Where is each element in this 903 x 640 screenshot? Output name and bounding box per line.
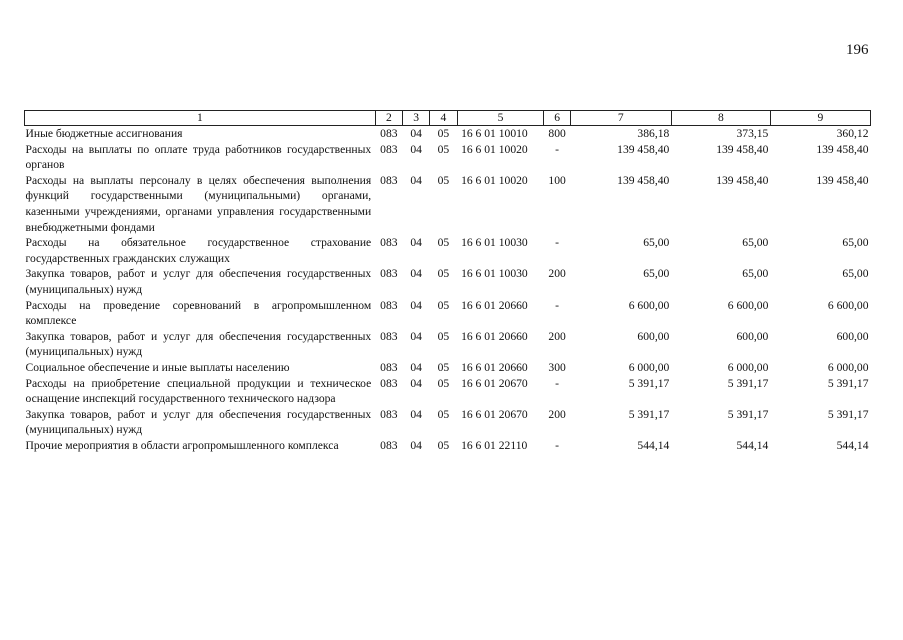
section-code: 04 [410,438,422,452]
table-row [25,407,871,438]
table-row [25,173,871,235]
amount-col-8: 139 458,40 [716,173,769,187]
page-number: 196 [846,42,869,58]
table-row [25,329,871,360]
amount-col-7: 65,00 [643,236,670,250]
table-row [25,142,871,173]
ministry-code: 083 [380,360,398,374]
subsection-code: 05 [437,173,450,187]
subsection-code: 05 [437,438,450,452]
amount-col-9: 5 391,17 [827,407,869,421]
amount-col-9: 360,12 [836,127,869,140]
subsection-code: 05 [437,127,450,140]
amount-col-9: 6 000,00 [827,360,869,374]
amount-col-7: 139 458,40 [617,142,670,156]
section-code: 04 [410,127,422,140]
expense-name: Расходы на приобретение специальной продукции и техническое оснащение инспекций государственного технического надзора [25,376,372,406]
ministry-code: 083 [380,298,398,312]
expense-name: Расходы на проведение соревнований в агропромышленном комплексе [25,298,372,328]
target-article-code: 16 6 01 10030 [461,236,528,250]
amount-col-7: 139 458,40 [617,173,670,187]
amount-col-7: 5 391,17 [628,376,670,390]
target-article-code: 16 6 01 10020 [461,142,528,156]
subsection-code: 05 [437,142,450,156]
target-article-code: 16 6 01 20660 [461,298,528,312]
table-row [25,298,871,329]
section-code: 04 [410,298,422,312]
amount-col-8: 5 391,17 [727,376,769,390]
expense-type-code: - [555,438,560,452]
expense-name: Прочие мероприятия в области агропромышленного комплекса [25,438,339,452]
column-header: 9 [770,111,870,126]
section-code: 04 [410,267,422,281]
amount-col-7: 65,00 [643,267,670,281]
subsection-code: 05 [437,267,450,281]
subsection-code: 05 [437,236,450,250]
ministry-code: 083 [380,407,398,421]
column-header: 7 [570,111,671,126]
expense-type-code: 100 [548,173,566,187]
target-article-code: 16 6 01 10010 [461,127,528,140]
table-row [25,235,871,266]
ministry-code: 083 [380,376,398,390]
column-header: 1 [25,111,376,126]
section-code: 04 [410,376,422,390]
section-code: 04 [410,329,422,343]
table-row [25,376,871,407]
amount-col-8: 6 000,00 [727,360,769,374]
section-code: 04 [410,407,422,421]
amount-col-9: 5 391,17 [827,376,869,390]
amount-col-7: 6 000,00 [628,360,670,374]
expense-name: Расходы на выплаты персоналу в целях обеспечения выполнения функций государственными (муниципальными) органами, казенными учреждениями, органами управления государственными внебюджетными фондами [25,173,372,234]
target-article-code: 16 6 01 22110 [461,438,528,452]
expense-type-code: 200 [548,329,566,343]
expense-type-code: - [555,376,560,390]
target-article-code: 16 6 01 20660 [461,360,528,374]
expense-type-code: 200 [548,267,566,281]
amount-col-9: 544,14 [836,438,869,452]
expense-name: Закупка товаров, работ и услуг для обеспечения государственных (муниципальных) нужд [25,267,372,296]
expense-type-code: 300 [548,360,566,374]
ministry-code: 083 [380,267,398,281]
section-code: 04 [410,236,422,250]
amount-col-8: 65,00 [742,267,769,281]
expense-type-code: - [555,298,560,312]
column-header: 5 [457,111,544,126]
table-body [25,126,871,454]
ministry-code: 083 [380,173,398,187]
amount-col-9: 600,00 [836,329,869,343]
ministry-code: 083 [380,329,398,343]
amount-col-9: 65,00 [842,267,869,281]
amount-col-8: 600,00 [736,329,769,343]
ministry-code: 083 [380,236,398,250]
ministry-code: 083 [380,438,398,452]
amount-col-7: 5 391,17 [628,407,670,421]
amount-col-7: 544,14 [637,438,670,452]
column-header: 6 [544,111,570,126]
amount-col-8: 373,15 [736,127,769,140]
table-header [25,111,871,126]
expense-name: Расходы на выплаты по оплате труда работников государственных органов [25,142,372,172]
subsection-code: 05 [437,407,450,421]
expense-name: Расходы на обязательное государственное страхование государственных гражданских служащих [25,236,372,265]
subsection-code: 05 [437,329,450,343]
expense-type-code: 800 [548,127,566,140]
column-header: 8 [671,111,770,126]
column-header: 4 [430,111,457,126]
amount-col-7: 600,00 [637,329,670,343]
section-code: 04 [410,142,422,156]
amount-col-7: 386,18 [637,127,670,140]
target-article-code: 16 6 01 20660 [461,329,528,343]
expense-name: Социальное обеспечение и иные выплаты населению [25,360,290,374]
column-header: 3 [403,111,430,126]
amount-col-8: 6 600,00 [727,298,769,312]
table-row [25,360,871,376]
amount-col-8: 5 391,17 [727,407,769,421]
amount-col-8: 65,00 [742,236,769,250]
amount-col-9: 65,00 [842,236,869,250]
expense-type-code: 200 [548,407,566,421]
section-code: 04 [410,360,422,374]
amount-col-9: 6 600,00 [827,298,869,312]
section-code: 04 [410,173,422,187]
table-row [25,126,871,142]
amount-col-8: 139 458,40 [716,142,769,156]
subsection-code: 05 [437,360,450,374]
amount-col-7: 6 600,00 [628,298,670,312]
budget-table [24,110,871,453]
expense-name: Иные бюджетные ассигнования [25,127,183,140]
expense-type-code: - [555,236,560,250]
expense-type-code: - [555,142,560,156]
ministry-code: 083 [380,142,398,156]
column-header: 2 [375,111,402,126]
subsection-code: 05 [437,376,450,390]
expense-name: Закупка товаров, работ и услуг для обеспечения государственных (муниципальных) нужд [25,407,372,437]
target-article-code: 16 6 01 10020 [461,173,528,187]
amount-col-8: 544,14 [736,438,769,452]
expense-name: Закупка товаров, работ и услуг для обеспечения государственных (муниципальных) нужд [25,329,372,359]
amount-col-9: 139 458,40 [816,173,869,187]
table-row [25,266,871,297]
table-row [25,438,871,454]
amount-col-9: 139 458,40 [816,142,869,156]
target-article-code: 16 6 01 20670 [461,376,528,390]
subsection-code: 05 [437,298,450,312]
ministry-code: 083 [380,127,398,140]
target-article-code: 16 6 01 10030 [461,267,528,281]
target-article-code: 16 6 01 20670 [461,407,528,421]
header-row [25,111,871,126]
